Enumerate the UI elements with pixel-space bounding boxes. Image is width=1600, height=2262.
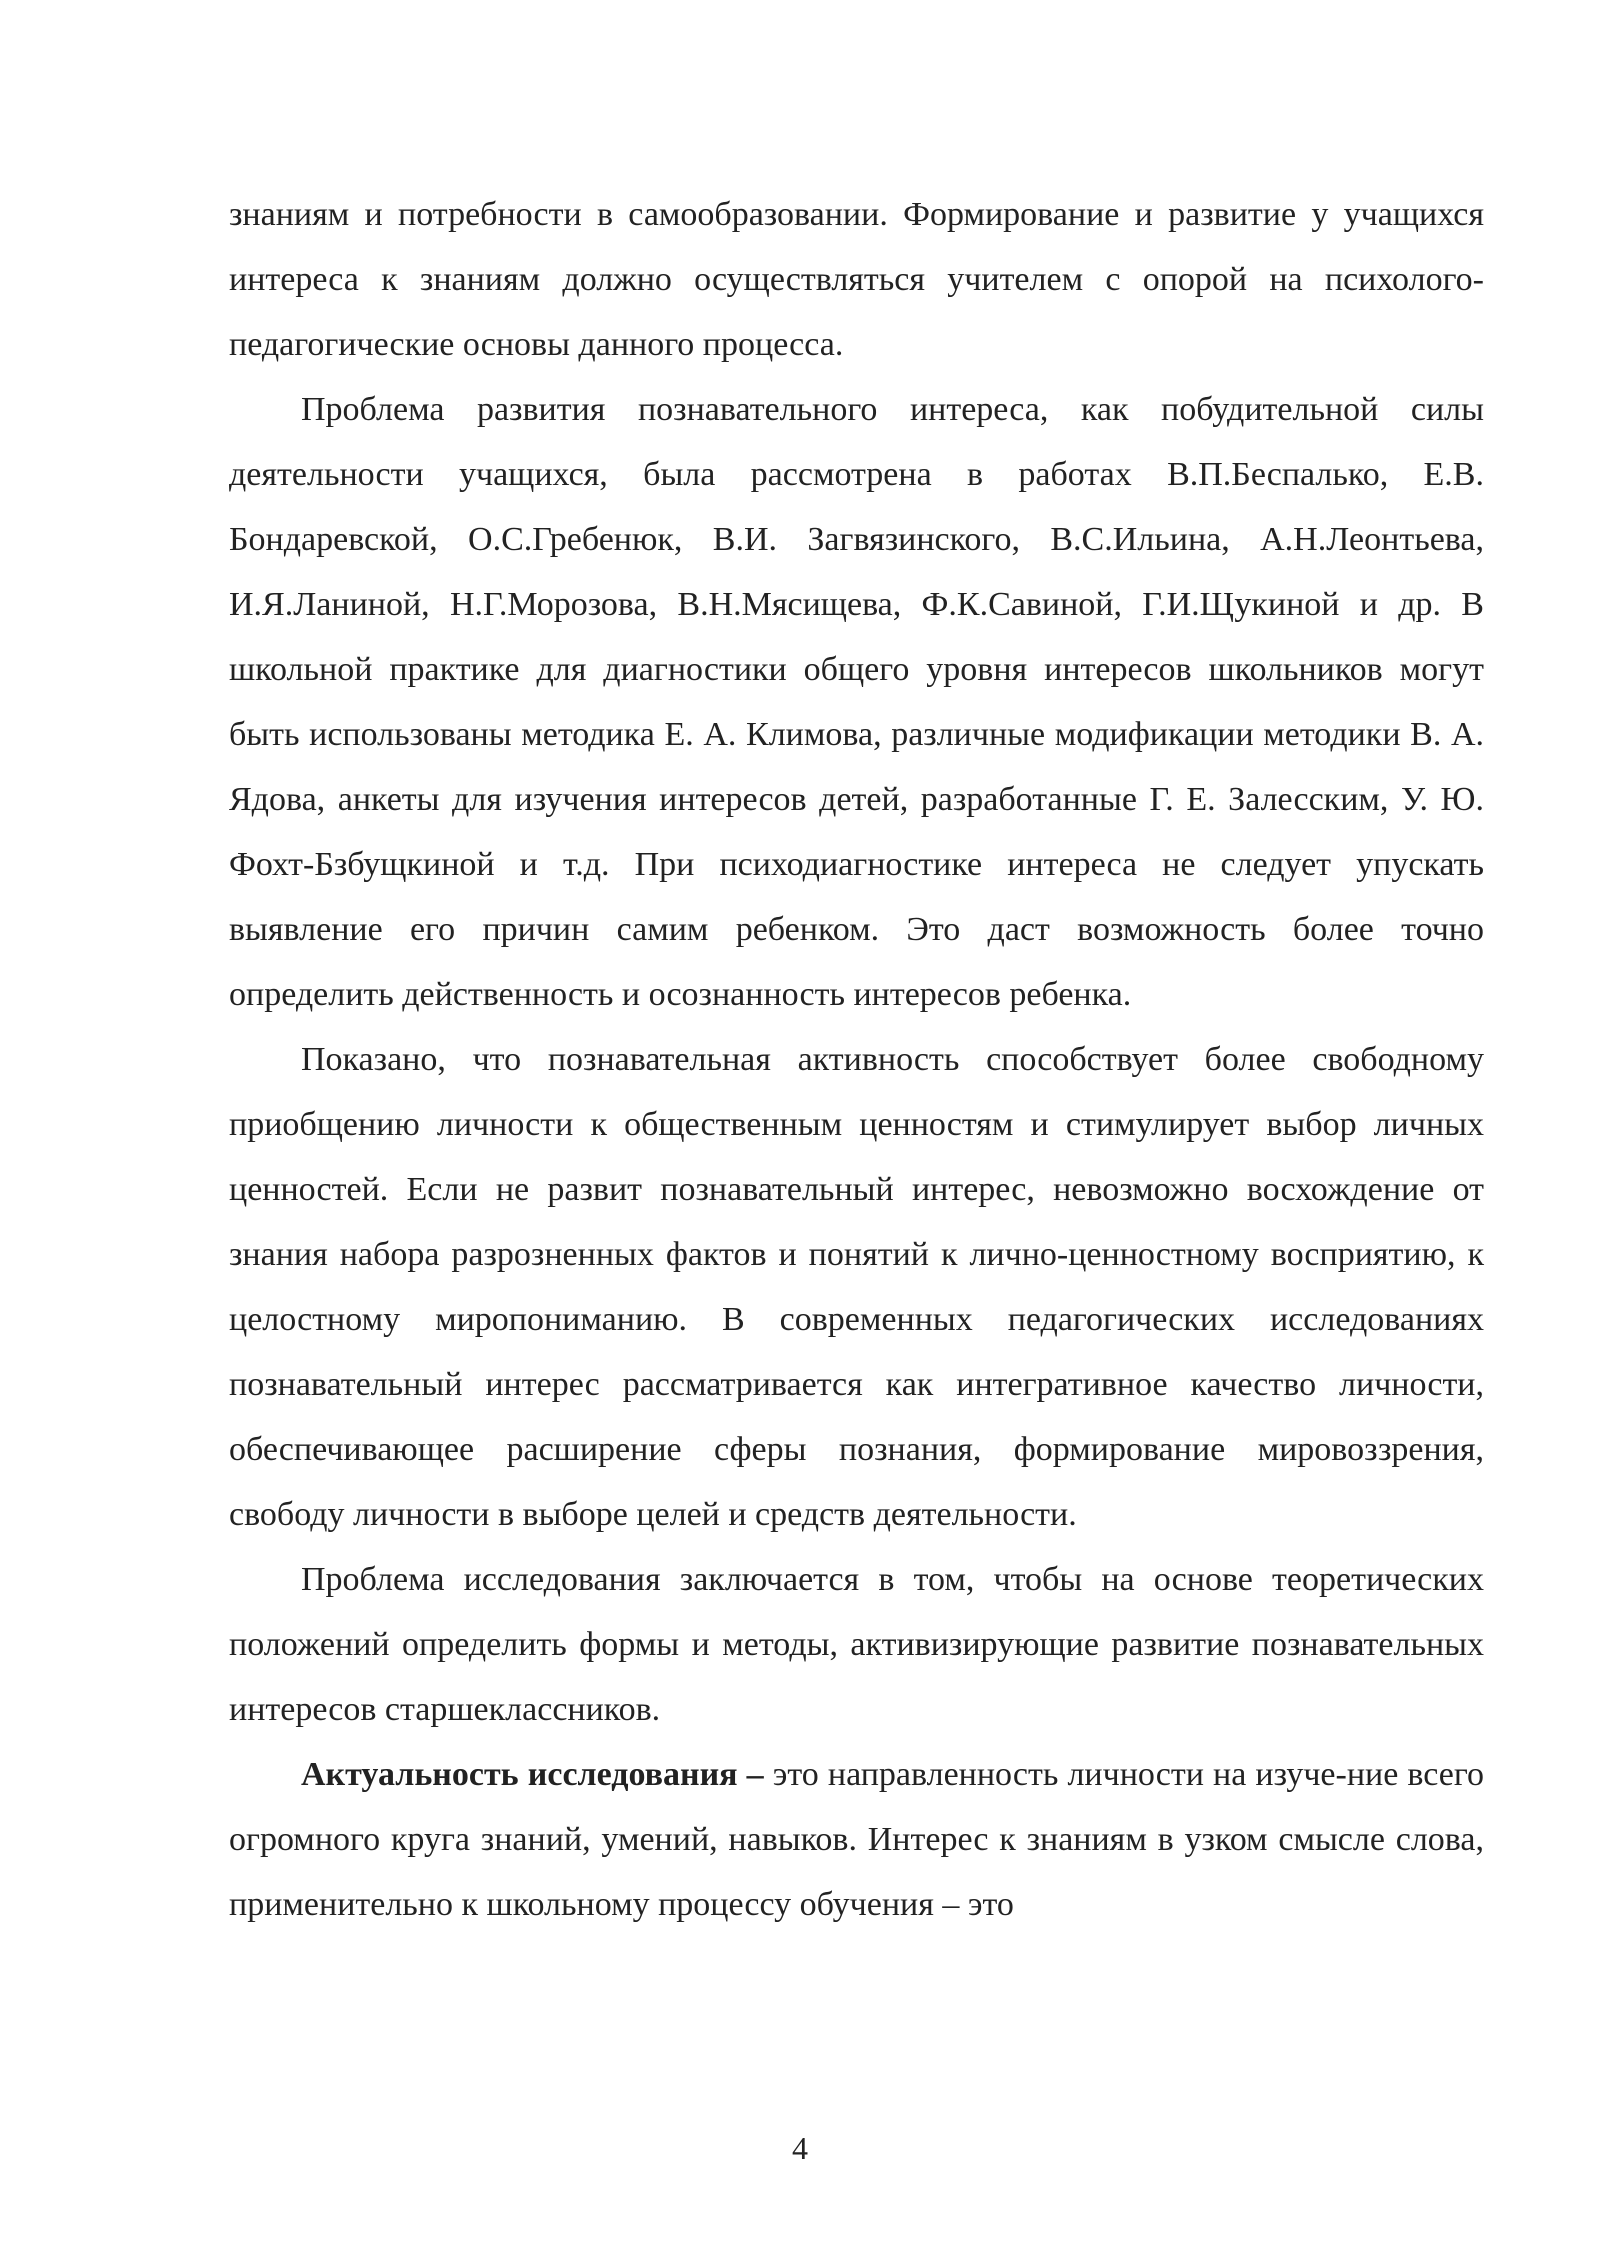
paragraph-1: знаниям и потребности в самообразовании. Формирование и развитие у учащихся интереса к знаниям должно осуществляться учителем с опорой на психолого-педагогические основы данного процесса.	[229, 196, 1484, 363]
body-text	[229, 182, 1484, 1937]
page-number: 4	[792, 2130, 808, 2166]
paragraph-2: Проблема развития познавательного интереса, как побудительной силы деятельности учащихся, была рассмотрена в работах В.П.Беспалько, Е.В. Бондаревской, О.С.Гребенюк, В.И. Загвязинского, В.С.Ильина, А.Н.Леонтьева, И.Я.Ланиной, Н.Г.Морозова, В.Н.Мясищева, Ф.К.Савиной, Г.И.Щукиной и др. В школьной практике для диагностики общего уровня интересов школьников могут быть использованы методика Е. А. Климова, различные модификации методики В. А. Ядова, анкеты для изучения интересов детей, разработанные Г. Е. Залесским, У. Ю. Фохт-Бзбущкиной и т.д. При психодиагностике интереса не следует упускать выявление его причин самим ребенком. Это даст возможность более точно определить действенность и осознанность интересов ребенка.	[229, 391, 1484, 1013]
paragraph-4: Проблема исследования заключается в том, чтобы на основе теоретических положений определить формы и методы, активизирующие развитие познавательных интересов старшеклассников.	[229, 1561, 1484, 1728]
paragraph-5	[229, 1742, 1484, 1937]
paragraph-3: Показано, что познавательная активность способствует более свободному приобщению личности к общественным ценностям и стимулирует выбор личных ценностей. Если не развит познавательный интерес, невозможно восхождение от знания набора разрозненных фактов и понятий к лично-ценностному восприятию, к целостному миропониманию. В современных педагогических исследованиях познавательный интерес рассматривается как интегративное качество личности, обеспечивающее расширение сферы познания, формирование мировоззрения, свободу личности в выборе целей и средств деятельности.	[229, 1041, 1484, 1533]
relevance-term: Актуальность исследования –	[301, 1756, 764, 1793]
relevance-definition: это направленность личности на изуче-ние всего огромного круга знаний, умений, навыков. Интерес к знаниям в узком смысле слова, применительно к школьному процессу обучения – это	[229, 1756, 1484, 1923]
